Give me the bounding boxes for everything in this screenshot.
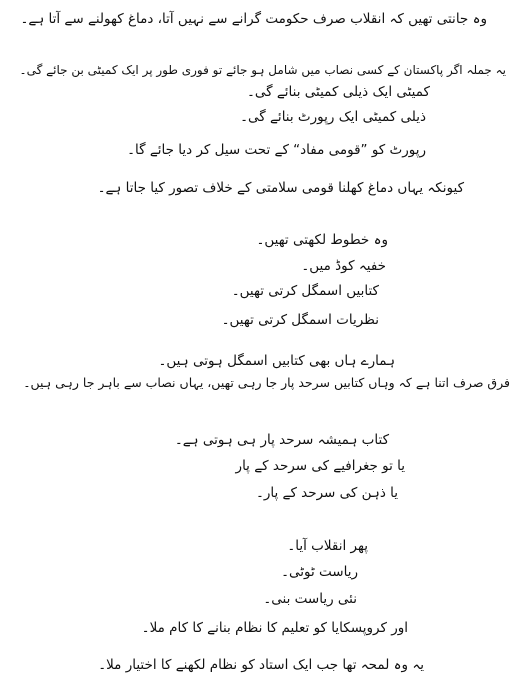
- text-line: فرق صرف اتنا ہے کہ وہاں کتابیں سرحد پار جا رہی تھیں، یہاں نصاب سے باہر جا رہی ہیں۔: [23, 375, 510, 390]
- text-line: ریاست ٹوٹی۔: [281, 564, 358, 580]
- text-line: یا تو جغرافیے کی سرحد کے پار: [235, 458, 405, 474]
- text-line: کمیٹی ایک ذیلی کمیٹی بنائے گی۔: [246, 84, 430, 100]
- text-line: وہ خطوط لکھتی تھیں۔: [256, 232, 388, 248]
- text-line: کیونکہ یہاں دماغ کھلنا قومی سلامتی کے خلاف تصور کیا جاتا ہے۔: [97, 180, 464, 196]
- text-line: نظریات اسمگل کرتی تھیں۔: [221, 312, 379, 328]
- text-line: پھر انقلاب آیا۔: [287, 538, 368, 554]
- text-line: ہمارے ہاں بھی کتابیں اسمگل ہوتی ہیں۔: [158, 353, 395, 369]
- text-line: رپورٹ کو ”قومی مفاد“ کے تحت سیل کر دیا جائے گا۔: [127, 142, 426, 158]
- text-line: اور کروپسکایا کو تعلیم کا نظام بنانے کا کام ملا۔: [141, 620, 408, 636]
- text-line: نئی ریاست بنی۔: [263, 591, 357, 607]
- text-line: یہ جملہ اگر پاکستان کے کسی نصاب میں شامل ہو جائے تو فوری طور پر ایک کمیٹی بن جائے گی۔: [19, 63, 506, 77]
- text-line: کتابیں اسمگل کرتی تھیں۔: [231, 283, 379, 299]
- text-line: کتاب ہمیشہ سرحد پار ہی ہوتی ہے۔: [174, 432, 389, 448]
- text-line: وہ جانتی تھیں کہ انقلاب صرف حکومت گرانے سے نہیں آتا، دماغ کھولنے سے آتا ہے۔: [20, 11, 487, 27]
- text-line: ذیلی کمیٹی ایک رپورٹ بنائے گی۔: [240, 109, 426, 125]
- text-line: خفیہ کوڈ میں۔: [301, 258, 386, 274]
- text-line: یا ذہن کی سرحد کے پار۔: [255, 485, 398, 501]
- text-line: یہ وہ لمحہ تھا جب ایک استاد کو نظام لکھنے کا اختیار ملا۔: [98, 657, 424, 673]
